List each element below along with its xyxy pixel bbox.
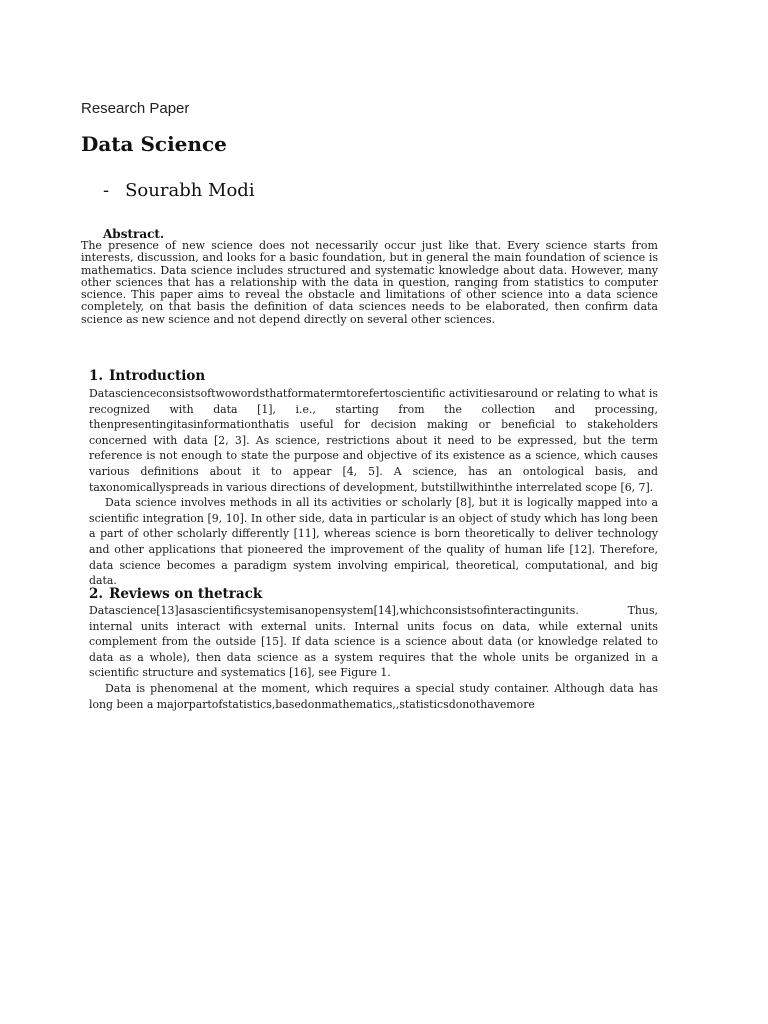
section-body-introduction	[89, 386, 658, 589]
section-heading-reviews	[89, 586, 262, 602]
paragraph: Data science involves methods in all its activities or scholarly [8], but it is logically mapped into a scientific integration [9, 10]. In other side, data in particular is an object of study which has long been a part of other scholarly differently [11], whereas science is born theoretically to deliver technology and other applications that pioneered the improvement of the quality of human life [12]. Therefore, data science becomes a paradigm system involving empirical, theoretical, computational, and big data.	[89, 496, 658, 588]
paragraph: Datascience[13]asascientificsystemisanopensystem[14],whichconsistsofinteractingunits. Thus, internal units interact with external units. Internal units focus on data, while external units complement from the outside [15]. If data science is a science about data (or knowledge related to data as a whole), then data science as a system requires that the whole units be organized in a scientific structure and systematics [16], see Figure 1.	[89, 604, 658, 680]
paper-title: Data Science	[81, 132, 227, 156]
section-body-reviews	[89, 603, 658, 712]
section-number: 1.	[89, 368, 104, 384]
section-heading-introduction	[89, 368, 205, 384]
abstract-text: The presence of new science does not necessarily occur just like that. Every science starts from interests, discussion, and looks for a basic foundation, but in general the main foundation of science is mathematics. Data science includes structured and systematic knowledge about data. However, many other sciences that has a relationship with the data in question, ranging from statistics to computer science. This paper aims to reveal the obstacle and limitations of other science into a data science completely, on that basis the definition of data sciences needs to be elaborated, then confirm data science as new science and not depend directly on several other sciences.	[81, 239, 658, 326]
paragraph: Data is phenomenal at the moment, which requires a special study container. Although data has long been a majorpartofstatistics,basedonmathematics,,statisticsdonothavemore	[89, 681, 658, 711]
section-title: Reviews on thetrack	[109, 586, 263, 602]
section-title: Introduction	[109, 368, 206, 384]
section-number: 2.	[89, 586, 104, 602]
document-type-label: Research Paper	[81, 100, 190, 117]
abstract-heading: Abstract.	[103, 227, 165, 241]
author-line	[103, 180, 255, 201]
author-name: Sourabh Modi	[125, 180, 255, 201]
paragraph: Datascienceconsistsoftwowordsthatformatermtorefertoscientific activitiesaround or relating to what is recognized with data [1], i.e., starting from the collection and processing, thenpresentingitasinformationthatis useful for decision making or beneficial to stakeholders concerned with data [2, 3]. As science, restrictions about it need to be expressed, but the term reference is not enough to state the purpose and objective of its existence as a science, which causes various definitions about it to appear [4, 5]. A science, has an ontological basis, and taxonomicallyspreads in various directions of development, butstillwithinthe interrelated scope [6, 7].	[89, 387, 658, 494]
author-dash: -	[103, 180, 110, 201]
